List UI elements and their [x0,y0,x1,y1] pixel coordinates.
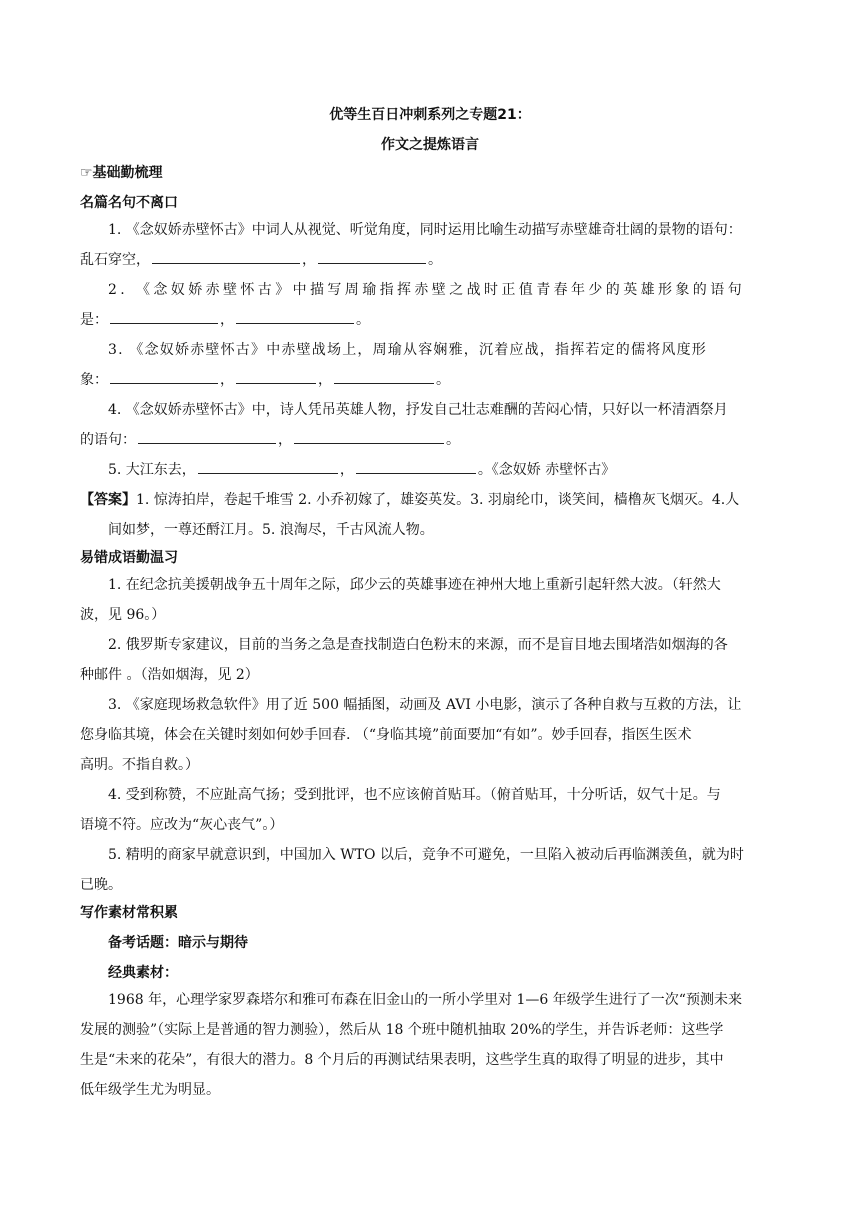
idiom-item-2 [80,630,780,690]
material-paragraph [80,985,780,1105]
answer-blank[interactable] [110,309,218,324]
answer-label: 【答案】 [80,492,136,508]
punctuation: ， [339,462,354,478]
document-title-line2: 作文之提炼语言 [381,137,479,153]
answer-text-line2: 间如梦，一尊还酹江月。5. 浪淘尽，千古风流人物。 [108,522,434,538]
answer-blank[interactable] [198,459,338,474]
answer-blank[interactable] [236,369,316,384]
question-5-source: 。《念奴娇 赤壁怀古》 [477,462,616,478]
answer-blank[interactable] [152,249,300,264]
answer-text-line1: 1. 惊涛拍岸，卷起千堆雪 2. 小乔初嫁了，雄姿英发。3. 羽扇纶巾，谈笑间，樯橹灰飞烟灭。4.人 [136,492,740,508]
idiom-item-4 [80,780,780,840]
topic-heading: 备考话题：暗示与期待 [108,935,248,951]
material-line-4: 低年级学生尤为明显。 [80,1082,220,1098]
document-title-line1: 优等生百日冲刺系列之专题21： [329,107,531,123]
answer-blank[interactable] [356,459,476,474]
idiom-item-5-text: 5. 精明的商家早就意识到，中国加入 WTO 以后，竞争不可避免，一旦陷入被动后再临渊羡鱼，就为时 [108,847,744,863]
subsection-heading-material: 写作素材常积累 [80,905,178,921]
question-3-lead: 象： [80,372,108,388]
question-1-text: 1. 《念奴娇赤壁怀古》中词人从视觉、听觉角度，同时运用比喻生动描写赤壁雄奇壮阔的景物的语句： [108,222,742,238]
answer-blank[interactable] [318,249,426,264]
punctuation: 。 [446,432,460,448]
question-2 [80,275,780,335]
answer-block [80,485,790,545]
idiom-item-1 [80,570,780,630]
question-1 [80,215,780,275]
punctuation: ， [220,312,234,328]
punctuation: ， [220,372,234,388]
answer-blank[interactable] [138,429,276,444]
answer-blank[interactable] [110,369,218,384]
punctuation: 。 [356,312,370,328]
material-line-3: 生是“未来的花朵”，有很大的潜力。8 个月后的再测试结果表明，这些学生真的取得了明显的进步，其中 [80,1052,724,1068]
idiom-item-3-note: 高明。不指自救。） [80,757,199,773]
subsection-heading-idioms: 易错成语勤温习 [80,550,178,566]
idiom-item-4-text: 4. 受到称赞，不应趾高气扬；受到批评，也不应该俯首贴耳。（俯首贴耳，十分听话，奴气十足。与 [108,787,721,803]
material-line-2: 发展的测验”（实际上是普通的智力测验），然后从 18 个班中随机抽取 20%的学生，并告诉老师：这些学 [80,1022,724,1038]
question-4-text: 4. 《念奴娇赤壁怀古》中，诗人凭吊英雄人物，抒发自己壮志难酬的苦闷心情，只好以一杯清酒祭月 [108,402,728,418]
subsection-heading-quotes: 名篇名句不离口 [80,195,178,211]
question-3 [80,335,780,395]
punctuation: 。 [428,252,442,268]
section-heading-basic: ☞基础勤梳理 [80,165,163,181]
question-3-text: 3. 《念奴娇赤壁怀古》中赤壁战场上，周瑜从容娴雅，沉着应战，指挥若定的儒将风度形 [108,342,708,358]
question-4 [80,395,780,455]
answer-blank[interactable] [334,369,434,384]
question-5 [80,455,780,485]
idiom-item-1-note: 波，见 96。） [80,607,166,623]
punctuation: ， [278,432,292,448]
question-1-lead: 乱石穿空， [80,252,150,268]
idiom-item-5 [80,840,780,900]
idiom-item-2-note: 种邮件 。（浩如烟海，见 2） [80,667,259,683]
punctuation: ， [302,252,316,268]
classic-material-heading: 经典素材： [108,965,178,981]
answer-blank[interactable] [294,429,444,444]
punctuation: 。 [436,372,450,388]
question-2-text: 2. 《念奴娇赤壁怀古》中描写周瑜指挥赤壁之战时正值青春年少的英雄形象的语句 [108,282,746,298]
idiom-item-3-text-2: 您身临其境，体会在关键时刻如何妙手回春. （“身临其境”前面要加“有如”。妙手回春，指医生医术 [80,727,692,743]
idiom-item-5-text-2: 已晚。 [80,877,122,893]
answer-blank[interactable] [236,309,354,324]
idiom-item-1-text: 1. 在纪念抗美援朝战争五十周年之际，邱少云的英雄事迹在神州大地上重新引起轩然大波。（轩然大 [108,577,721,593]
punctuation: ， [318,372,332,388]
question-2-lead: 是： [80,312,108,328]
idiom-item-3 [80,690,780,780]
idiom-item-3-text: 3. 《家庭现场救急软件》用了近 500 幅插图，动画及 AVI 小电影，演示了各种自救与互救的方法，让 [108,697,742,713]
question-4-lead: 的语句： [80,432,136,448]
idiom-item-2-text: 2. 俄罗斯专家建议，目前的当务之急是查找制造白色粉末的来源，而不是盲目地去围堵浩如烟海的各 [108,637,728,653]
question-5-text: 5. 大江东去， [108,462,196,478]
material-line-1: 1968 年，心理学家罗森塔尔和雅可布森在旧金山的一所小学里对 1—6 年级学生进行了一次“预测未来 [108,992,742,1008]
idiom-item-4-note: 语境不符。应改为“灰心丧气”。） [80,817,284,833]
